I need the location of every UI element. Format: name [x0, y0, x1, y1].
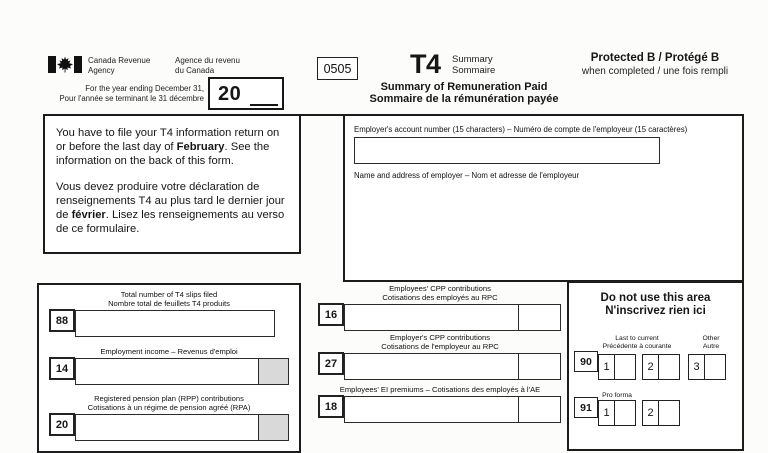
filing-instructions-en: You have to file your T4 information return on or before the last day of February. See the information on the back of this form.: [56, 127, 280, 167]
form-title-t4: T4: [410, 49, 441, 79]
field-16-code: 16: [318, 303, 344, 326]
office-90-cell-1: 1: [598, 354, 636, 380]
form-code: 0505: [323, 61, 352, 76]
form-title-summary-fr: Sommaire: [452, 64, 496, 76]
employer-info-box: [343, 114, 744, 282]
field-18-label: Employees' EI premiums – Cotisations des employés à l'AE: [339, 385, 541, 394]
protected-b-subtitle: when completed / une fois rempli: [581, 66, 729, 77]
employer-account-label: Employer's account number (15 characters) – Numéro de compte de l'employeur (15 caractères): [354, 125, 688, 134]
year-input[interactable]: [250, 104, 278, 106]
employer-name-label: Name and address of employer – Nom et adresse de l'employeur: [354, 171, 580, 180]
employer-account-number-input[interactable]: [354, 137, 660, 164]
field-88-label: Total number of T4 slips filed Nombre total de feuillets T4 produits: [108, 290, 230, 308]
office-row-90: [569, 335, 742, 383]
filing-instructions-box: [43, 114, 301, 254]
field-27-code: 27: [318, 352, 344, 375]
field-16-label: Employees' CPP contributions Cotisations des employés au RPC: [382, 284, 498, 302]
office-91-cell-2: 2: [642, 400, 680, 426]
pro-forma-label: Pro forma: [602, 392, 632, 399]
form-title-summary: [452, 55, 495, 76]
filing-instructions-fr: Vous devez produire votre déclaration de renseignements T4 au plus tard le dernier jour de février. Lisez les renseignements au verso de ce formulaire.: [56, 181, 285, 235]
office-90-cell-3-blank: [705, 355, 725, 379]
field-27-cents-cell: [518, 354, 560, 379]
employer-cpp-input[interactable]: [344, 353, 561, 380]
form-subtitle-fr: Sommaire de la rémunération payée: [369, 93, 559, 105]
agency-fr-line1: Agence du revenu: [175, 56, 240, 65]
year-ending-label: [38, 84, 204, 103]
form-subtitle-en: Summary of Remuneration Paid: [380, 81, 548, 93]
last-to-current-label: Last to current Précédente à courante: [602, 335, 672, 350]
field-18-group: [315, 385, 565, 423]
field-14-code: 14: [49, 357, 75, 380]
field-16-group: [315, 284, 565, 331]
field-27-label: Employer's CPP contributions Cotisations de l'employeur au RPC: [381, 333, 499, 351]
form-title-summary-en: Summary: [452, 54, 493, 65]
do-not-use-title-fr: N'inscrivez rien ici: [605, 305, 706, 317]
field-20-label: Registered pension plan (RPP) contributions Cotisations à un régime de pension agréé (RPA): [87, 394, 251, 412]
field-18-code: 18: [318, 395, 344, 418]
field-14-label: Employment income – Revenus d'emploi: [100, 347, 238, 356]
field-18-row: [318, 395, 565, 423]
field-20-row: [49, 413, 299, 441]
office-90-cell-1-blank: [615, 355, 635, 379]
canada-flag-icon: [48, 56, 82, 73]
field-14-cents-cell: [258, 359, 288, 384]
office-91-cell-2-blank: [659, 401, 679, 425]
field-88-code: 88: [49, 309, 75, 332]
office-90-cell-2: 2: [642, 354, 680, 380]
rpp-contributions-input[interactable]: [75, 414, 289, 441]
employer-name-address-input[interactable]: [354, 180, 734, 275]
field-90-code: 90: [574, 351, 598, 372]
agency-en-line1: Canada Revenue: [88, 56, 151, 65]
office-90-cell-3: 3: [688, 354, 726, 380]
agency-name-fr: [175, 56, 240, 75]
field-20-code: 20: [49, 413, 75, 436]
year-prefix: 20: [218, 83, 242, 105]
field-18-cents-cell: [518, 397, 560, 422]
office-91-cell-1-blank: [615, 401, 635, 425]
field-20-cents-cell: [258, 415, 288, 440]
employment-income-input[interactable]: [75, 358, 289, 385]
employee-ei-input[interactable]: [344, 396, 561, 423]
field-88-row: [49, 309, 299, 337]
protected-b-title: Protected B / Protégé B: [590, 52, 720, 64]
other-label: Other Autre: [702, 335, 720, 350]
field-14-row: [49, 357, 299, 385]
office-row-91: [569, 387, 742, 431]
agency-en-line2: Agency: [88, 65, 115, 75]
field-27-group: [315, 333, 565, 380]
year-ending-label-fr: Pour l'année se terminant le 31 décembre: [59, 93, 204, 103]
agency-name-en: [88, 56, 150, 75]
year-ending-label-en: For the year ending December 31,: [85, 84, 204, 93]
protected-b-notice: [560, 52, 750, 77]
field-16-cents-cell: [518, 305, 560, 330]
form-code-box: [317, 57, 358, 80]
agency-fr-line2: du Canada: [175, 65, 215, 75]
field-16-row: [318, 303, 565, 331]
field-27-row: [318, 352, 565, 380]
year-box[interactable]: [208, 77, 284, 110]
office-90-cell-2-blank: [659, 355, 679, 379]
left-totals-box: [37, 283, 301, 453]
total-t4-slips-input[interactable]: [75, 310, 275, 337]
office-use-only-box: [567, 281, 744, 451]
do-not-use-title-en: Do not use this area: [600, 292, 711, 304]
office-91-cell-1: 1: [598, 400, 636, 426]
employee-cpp-input[interactable]: [344, 304, 561, 331]
field-91-code: 91: [574, 397, 598, 418]
